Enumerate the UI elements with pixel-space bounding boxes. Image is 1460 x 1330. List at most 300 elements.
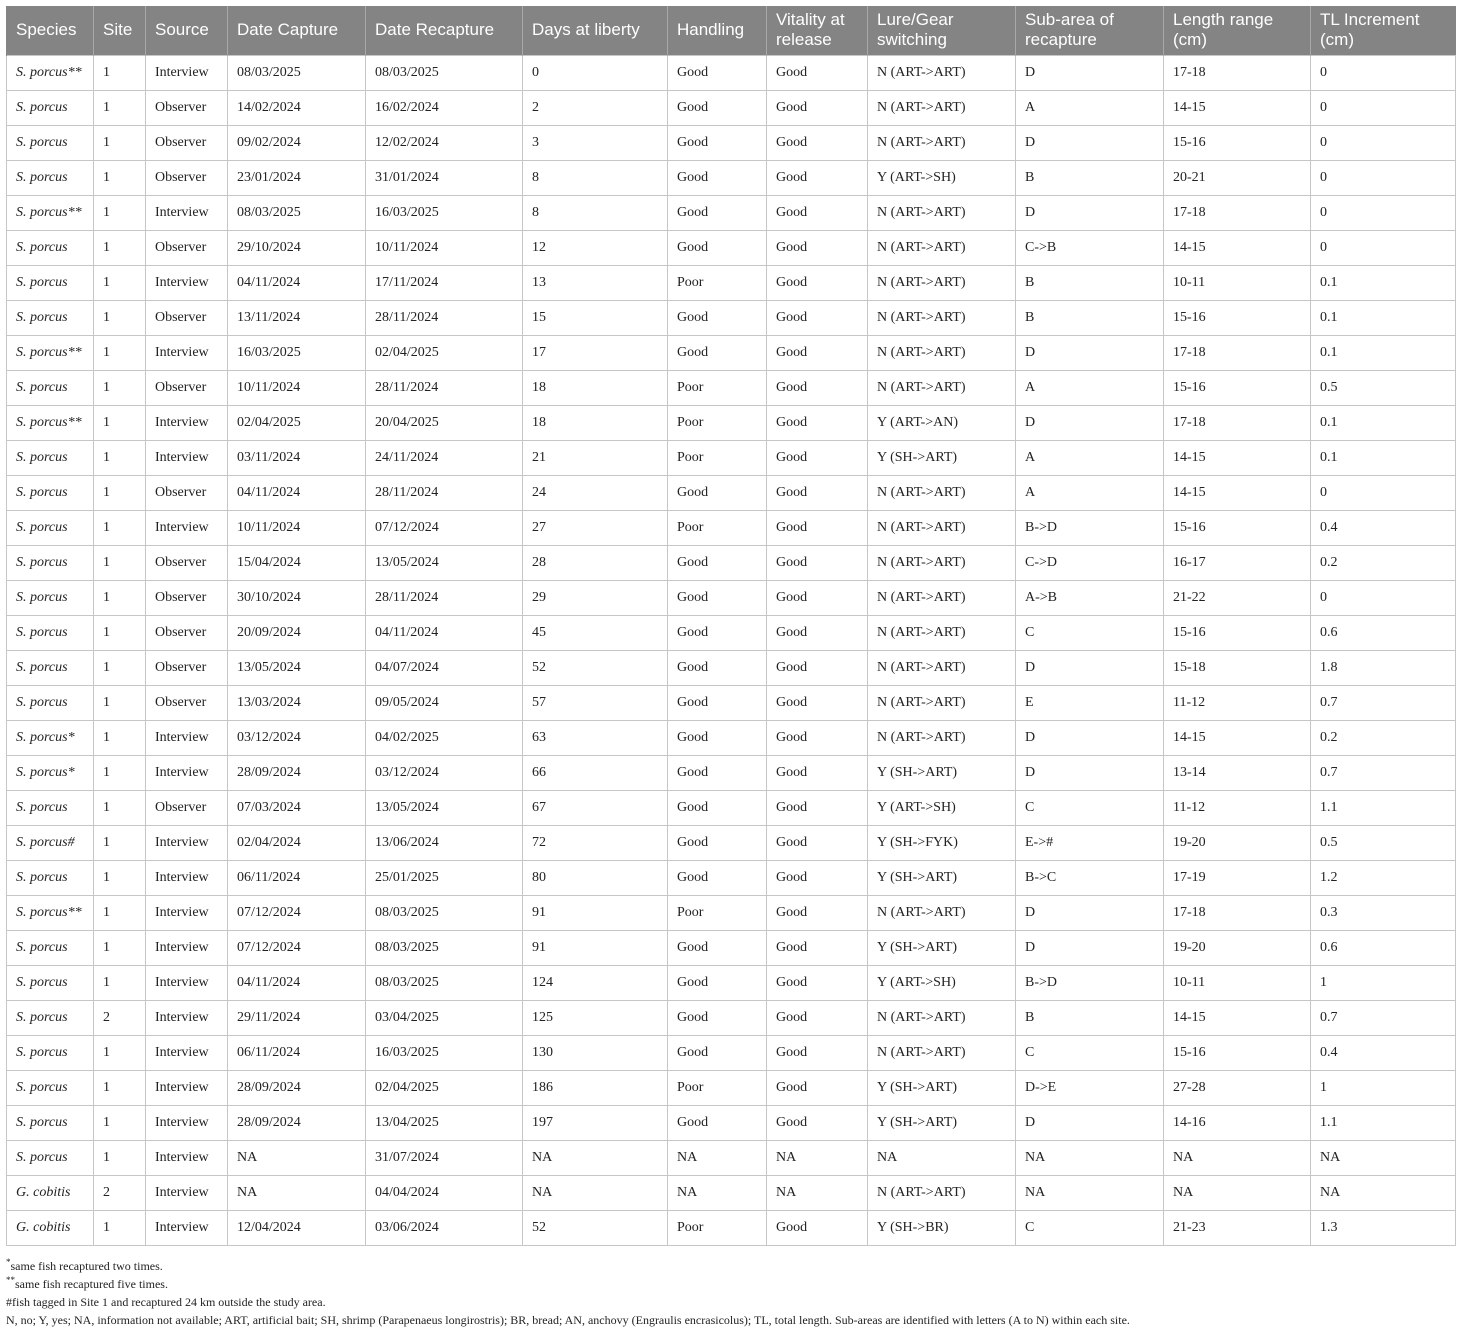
table-cell: Interview bbox=[146, 930, 228, 965]
table-cell: N (ART->ART) bbox=[868, 545, 1016, 580]
table-cell: N (ART->ART) bbox=[868, 650, 1016, 685]
table-cell: 57 bbox=[523, 685, 668, 720]
table-cell: D bbox=[1016, 650, 1164, 685]
table-cell: 09/05/2024 bbox=[366, 685, 523, 720]
table-cell: E bbox=[1016, 685, 1164, 720]
table-cell: B bbox=[1016, 1000, 1164, 1035]
table-cell: Poor bbox=[668, 265, 767, 300]
table-cell: 0 bbox=[1311, 195, 1456, 230]
table-cell: N (ART->ART) bbox=[868, 1000, 1016, 1035]
table-cell: N (ART->ART) bbox=[868, 300, 1016, 335]
table-cell: S. porcus bbox=[7, 125, 94, 160]
table-cell: 1 bbox=[94, 510, 146, 545]
table-cell: 0.1 bbox=[1311, 440, 1456, 475]
table-cell: S. porcus bbox=[7, 1000, 94, 1035]
table-cell: Observer bbox=[146, 615, 228, 650]
table-cell: 17-18 bbox=[1164, 405, 1311, 440]
table-cell: Good bbox=[767, 650, 868, 685]
table-cell: 08/03/2025 bbox=[228, 55, 366, 90]
table-cell: Interview bbox=[146, 265, 228, 300]
table-cell: S. porcus** bbox=[7, 55, 94, 90]
table-cell: 25/01/2025 bbox=[366, 860, 523, 895]
table-cell: 29/11/2024 bbox=[228, 1000, 366, 1035]
table-cell: 1 bbox=[94, 615, 146, 650]
table-cell: 1 bbox=[94, 405, 146, 440]
table-cell: A bbox=[1016, 90, 1164, 125]
table-cell: 1 bbox=[94, 720, 146, 755]
table-cell: Good bbox=[767, 1105, 868, 1140]
table-cell: 29/10/2024 bbox=[228, 230, 366, 265]
table-cell: S. porcus* bbox=[7, 720, 94, 755]
table-cell: N (ART->ART) bbox=[868, 125, 1016, 160]
table-cell: S. porcus** bbox=[7, 895, 94, 930]
table-cell: N (ART->ART) bbox=[868, 90, 1016, 125]
table-cell: 07/12/2024 bbox=[228, 930, 366, 965]
recapture-table-container bbox=[6, 6, 1455, 1246]
table-cell: S. porcus bbox=[7, 90, 94, 125]
table-cell: 0.6 bbox=[1311, 930, 1456, 965]
table-row bbox=[7, 1035, 1456, 1070]
table-cell: 1 bbox=[94, 545, 146, 580]
table-cell: 17-18 bbox=[1164, 895, 1311, 930]
table-cell: 12 bbox=[523, 230, 668, 265]
table-cell: Poor bbox=[668, 1070, 767, 1105]
table-row bbox=[7, 790, 1456, 825]
table-cell: 02/04/2025 bbox=[366, 1070, 523, 1105]
column-header: Species bbox=[7, 6, 94, 55]
table-cell: Good bbox=[767, 1000, 868, 1035]
table-cell: D bbox=[1016, 125, 1164, 160]
table-cell: 1 bbox=[94, 930, 146, 965]
table-cell: 06/11/2024 bbox=[228, 1035, 366, 1070]
column-header: Lure/Gear switching bbox=[868, 6, 1016, 55]
recapture-table bbox=[6, 6, 1456, 1246]
table-cell: 52 bbox=[523, 1210, 668, 1245]
table-row bbox=[7, 230, 1456, 265]
table-cell: 21-22 bbox=[1164, 580, 1311, 615]
table-cell: 80 bbox=[523, 860, 668, 895]
table-cell: 1 bbox=[94, 1140, 146, 1175]
table-cell: 1 bbox=[94, 825, 146, 860]
table-cell: Interview bbox=[146, 1175, 228, 1210]
table-cell: Good bbox=[668, 1105, 767, 1140]
table-cell: S. porcus bbox=[7, 440, 94, 475]
table-cell: Y (SH->ART) bbox=[868, 1105, 1016, 1140]
column-header: Vitality at release bbox=[767, 6, 868, 55]
table-cell: C->B bbox=[1016, 230, 1164, 265]
table-cell: 08/03/2025 bbox=[366, 930, 523, 965]
table-cell: N (ART->ART) bbox=[868, 615, 1016, 650]
table-cell: Good bbox=[767, 580, 868, 615]
table-cell: Good bbox=[668, 160, 767, 195]
table-cell: Good bbox=[767, 895, 868, 930]
table-cell: S. porcus bbox=[7, 650, 94, 685]
table-row bbox=[7, 160, 1456, 195]
table-cell: NA bbox=[1311, 1140, 1456, 1175]
table-cell: 0.1 bbox=[1311, 300, 1456, 335]
table-cell: 03/12/2024 bbox=[366, 755, 523, 790]
table-cell: Observer bbox=[146, 650, 228, 685]
table-cell: 1.1 bbox=[1311, 1105, 1456, 1140]
table-cell: Good bbox=[767, 930, 868, 965]
table-cell: 15-18 bbox=[1164, 650, 1311, 685]
table-cell: 10/11/2024 bbox=[366, 230, 523, 265]
table-cell: 31/01/2024 bbox=[366, 160, 523, 195]
table-cell: 13/05/2024 bbox=[366, 545, 523, 580]
table-cell: Observer bbox=[146, 545, 228, 580]
table-cell: 18 bbox=[523, 405, 668, 440]
table-cell: Interview bbox=[146, 195, 228, 230]
table-cell: 1 bbox=[94, 1035, 146, 1070]
table-cell: 1 bbox=[94, 580, 146, 615]
table-cell: 1 bbox=[94, 265, 146, 300]
table-cell: 63 bbox=[523, 720, 668, 755]
table-cell: 04/11/2024 bbox=[228, 475, 366, 510]
table-cell: NA bbox=[228, 1140, 366, 1175]
table-cell: 130 bbox=[523, 1035, 668, 1070]
table-cell: 0 bbox=[1311, 230, 1456, 265]
table-cell: Observer bbox=[146, 685, 228, 720]
table-footnotes bbox=[6, 1257, 1455, 1329]
table-cell: Interview bbox=[146, 440, 228, 475]
table-cell: NA bbox=[1164, 1175, 1311, 1210]
table-cell: Observer bbox=[146, 580, 228, 615]
table-cell: S. porcus# bbox=[7, 825, 94, 860]
table-cell: D bbox=[1016, 755, 1164, 790]
table-cell: B bbox=[1016, 265, 1164, 300]
table-row bbox=[7, 440, 1456, 475]
table-cell: N (ART->ART) bbox=[868, 1175, 1016, 1210]
table-cell: Good bbox=[668, 125, 767, 160]
table-cell: Poor bbox=[668, 895, 767, 930]
table-cell: Good bbox=[668, 195, 767, 230]
table-cell: Good bbox=[767, 1035, 868, 1070]
table-cell: Good bbox=[767, 195, 868, 230]
table-cell: Interview bbox=[146, 825, 228, 860]
table-cell: B->D bbox=[1016, 965, 1164, 1000]
table-cell: Observer bbox=[146, 90, 228, 125]
table-row bbox=[7, 860, 1456, 895]
table-cell: Good bbox=[767, 510, 868, 545]
table-cell: D bbox=[1016, 405, 1164, 440]
table-cell: Good bbox=[767, 125, 868, 160]
table-cell: 08/03/2025 bbox=[366, 965, 523, 1000]
table-cell: 27-28 bbox=[1164, 1070, 1311, 1105]
table-cell: 15-16 bbox=[1164, 370, 1311, 405]
table-cell: 13/11/2024 bbox=[228, 300, 366, 335]
table-cell: A bbox=[1016, 475, 1164, 510]
table-row bbox=[7, 1070, 1456, 1105]
table-cell: 08/03/2025 bbox=[228, 195, 366, 230]
table-cell: Good bbox=[668, 580, 767, 615]
column-header: Days at liberty bbox=[523, 6, 668, 55]
table-cell: 13 bbox=[523, 265, 668, 300]
column-header: Length range (cm) bbox=[1164, 6, 1311, 55]
table-cell: 13-14 bbox=[1164, 755, 1311, 790]
table-cell: 52 bbox=[523, 650, 668, 685]
table-cell: Y (SH->BR) bbox=[868, 1210, 1016, 1245]
header-row bbox=[7, 6, 1456, 55]
table-cell: Good bbox=[767, 860, 868, 895]
table-cell: Interview bbox=[146, 720, 228, 755]
table-cell: C bbox=[1016, 790, 1164, 825]
table-cell: 1 bbox=[94, 475, 146, 510]
table-cell: NA bbox=[1016, 1175, 1164, 1210]
table-cell: D bbox=[1016, 720, 1164, 755]
table-cell: 29 bbox=[523, 580, 668, 615]
table-row bbox=[7, 545, 1456, 580]
table-row bbox=[7, 370, 1456, 405]
table-cell: 3 bbox=[523, 125, 668, 160]
table-cell: N (ART->ART) bbox=[868, 720, 1016, 755]
table-cell: 17-18 bbox=[1164, 335, 1311, 370]
table-cell: 28/11/2024 bbox=[366, 580, 523, 615]
table-cell: C bbox=[1016, 1210, 1164, 1245]
table-cell: Y (ART->SH) bbox=[868, 965, 1016, 1000]
table-cell: A bbox=[1016, 370, 1164, 405]
table-cell: 14-15 bbox=[1164, 230, 1311, 265]
table-cell: Good bbox=[668, 755, 767, 790]
table-cell: 66 bbox=[523, 755, 668, 790]
table-cell: 15-16 bbox=[1164, 1035, 1311, 1070]
table-cell: 91 bbox=[523, 930, 668, 965]
footnote-double bbox=[6, 1275, 1455, 1293]
table-cell: 0.4 bbox=[1311, 510, 1456, 545]
column-header: Source bbox=[146, 6, 228, 55]
table-cell: D bbox=[1016, 335, 1164, 370]
table-cell: S. porcus bbox=[7, 300, 94, 335]
footnote-text: same fish recaptured two times. bbox=[10, 1259, 163, 1273]
footnote-hash: #fish tagged in Site 1 and recaptured 24 km outside the study area. bbox=[6, 1295, 326, 1309]
table-cell: 28/09/2024 bbox=[228, 1105, 366, 1140]
table-cell: 16/03/2025 bbox=[228, 335, 366, 370]
table-cell: 14/02/2024 bbox=[228, 90, 366, 125]
table-cell: 14-16 bbox=[1164, 1105, 1311, 1140]
table-cell: 28/09/2024 bbox=[228, 1070, 366, 1105]
table-cell: Y (ART->AN) bbox=[868, 405, 1016, 440]
table-cell: Good bbox=[668, 55, 767, 90]
table-cell: C bbox=[1016, 615, 1164, 650]
table-cell: Interview bbox=[146, 965, 228, 1000]
table-cell: 125 bbox=[523, 1000, 668, 1035]
table-cell: D bbox=[1016, 1105, 1164, 1140]
table-cell: Observer bbox=[146, 230, 228, 265]
table-cell: 23/01/2024 bbox=[228, 160, 366, 195]
table-cell: Interview bbox=[146, 1070, 228, 1105]
table-cell: 8 bbox=[523, 195, 668, 230]
table-cell: 72 bbox=[523, 825, 668, 860]
column-header: TL Increment (cm) bbox=[1311, 6, 1456, 55]
table-cell: 12/04/2024 bbox=[228, 1210, 366, 1245]
table-cell: 12/02/2024 bbox=[366, 125, 523, 160]
table-cell: Observer bbox=[146, 370, 228, 405]
table-cell: 21 bbox=[523, 440, 668, 475]
table-cell: 1 bbox=[1311, 1070, 1456, 1105]
table-cell: 1.3 bbox=[1311, 1210, 1456, 1245]
table-cell: 0.7 bbox=[1311, 685, 1456, 720]
table-cell: S. porcus bbox=[7, 230, 94, 265]
table-cell: B->C bbox=[1016, 860, 1164, 895]
table-cell: S. porcus bbox=[7, 930, 94, 965]
table-cell: Good bbox=[767, 790, 868, 825]
table-cell: 21-23 bbox=[1164, 1210, 1311, 1245]
table-cell: NA bbox=[868, 1140, 1016, 1175]
table-cell: Good bbox=[767, 90, 868, 125]
column-header: Date Recapture bbox=[366, 6, 523, 55]
table-cell: 0 bbox=[1311, 90, 1456, 125]
table-cell: 11-12 bbox=[1164, 685, 1311, 720]
table-cell: 20-21 bbox=[1164, 160, 1311, 195]
footnote-mark: ** bbox=[6, 1275, 15, 1285]
table-cell: Interview bbox=[146, 1105, 228, 1140]
column-header: Sub-area of recapture bbox=[1016, 6, 1164, 55]
table-cell: 24/11/2024 bbox=[366, 440, 523, 475]
table-cell: Good bbox=[668, 230, 767, 265]
table-cell: B bbox=[1016, 160, 1164, 195]
table-cell: B->D bbox=[1016, 510, 1164, 545]
table-cell: Interview bbox=[146, 335, 228, 370]
table-cell: G. cobitis bbox=[7, 1175, 94, 1210]
table-cell: 03/04/2025 bbox=[366, 1000, 523, 1035]
table-cell: Interview bbox=[146, 895, 228, 930]
table-cell: 28/11/2024 bbox=[366, 475, 523, 510]
table-cell: Good bbox=[668, 930, 767, 965]
table-cell: 124 bbox=[523, 965, 668, 1000]
table-row bbox=[7, 55, 1456, 90]
table-cell: 16/03/2025 bbox=[366, 195, 523, 230]
table-cell: 186 bbox=[523, 1070, 668, 1105]
table-cell: 17-19 bbox=[1164, 860, 1311, 895]
table-cell: N (ART->ART) bbox=[868, 370, 1016, 405]
table-cell: Observer bbox=[146, 300, 228, 335]
table-cell: NA bbox=[1016, 1140, 1164, 1175]
table-row bbox=[7, 510, 1456, 545]
table-cell: S. porcus** bbox=[7, 195, 94, 230]
table-cell: D->E bbox=[1016, 1070, 1164, 1105]
table-row bbox=[7, 335, 1456, 370]
table-cell: 91 bbox=[523, 895, 668, 930]
table-cell: 28/09/2024 bbox=[228, 755, 366, 790]
table-cell: S. porcus bbox=[7, 580, 94, 615]
table-cell: S. porcus bbox=[7, 790, 94, 825]
table-cell: N (ART->ART) bbox=[868, 335, 1016, 370]
footnote-mark: * bbox=[6, 1257, 11, 1267]
column-header: Date Capture bbox=[228, 6, 366, 55]
table-cell: N (ART->ART) bbox=[868, 475, 1016, 510]
table-cell: 2 bbox=[94, 1175, 146, 1210]
column-header: Handling bbox=[668, 6, 767, 55]
table-cell: 07/12/2024 bbox=[228, 895, 366, 930]
table-cell: 15 bbox=[523, 300, 668, 335]
table-cell: 0.7 bbox=[1311, 755, 1456, 790]
table-cell: 04/02/2025 bbox=[366, 720, 523, 755]
table-cell: N (ART->ART) bbox=[868, 195, 1016, 230]
table-cell: Good bbox=[767, 160, 868, 195]
table-cell: Good bbox=[668, 335, 767, 370]
table-cell: 45 bbox=[523, 615, 668, 650]
table-cell: S. porcus** bbox=[7, 335, 94, 370]
table-cell: 1.2 bbox=[1311, 860, 1456, 895]
table-cell: 06/11/2024 bbox=[228, 860, 366, 895]
table-cell: 16/02/2024 bbox=[366, 90, 523, 125]
table-cell: 1 bbox=[94, 195, 146, 230]
table-cell: 2 bbox=[94, 1000, 146, 1035]
table-cell: 0.1 bbox=[1311, 265, 1456, 300]
table-cell: 28/11/2024 bbox=[366, 370, 523, 405]
table-row bbox=[7, 720, 1456, 755]
table-cell: 0 bbox=[1311, 55, 1456, 90]
table-cell: S. porcus bbox=[7, 1140, 94, 1175]
table-row bbox=[7, 1000, 1456, 1035]
table-cell: E-># bbox=[1016, 825, 1164, 860]
table-cell: 1 bbox=[94, 1105, 146, 1140]
table-cell: 2 bbox=[523, 90, 668, 125]
table-cell: B bbox=[1016, 300, 1164, 335]
table-cell: Y (SH->FYK) bbox=[868, 825, 1016, 860]
table-cell: 1 bbox=[94, 650, 146, 685]
table-cell: S. porcus* bbox=[7, 755, 94, 790]
table-cell: Good bbox=[767, 755, 868, 790]
table-cell: Interview bbox=[146, 1000, 228, 1035]
table-cell: Good bbox=[668, 965, 767, 1000]
table-cell: Good bbox=[767, 720, 868, 755]
table-cell: 07/12/2024 bbox=[366, 510, 523, 545]
table-cell: D bbox=[1016, 195, 1164, 230]
table-cell: 03/12/2024 bbox=[228, 720, 366, 755]
table-cell: D bbox=[1016, 930, 1164, 965]
table-row bbox=[7, 405, 1456, 440]
table-cell: Good bbox=[767, 300, 868, 335]
table-cell: S. porcus bbox=[7, 965, 94, 1000]
table-cell: Good bbox=[668, 1000, 767, 1035]
table-cell: S. porcus bbox=[7, 510, 94, 545]
table-cell: 0 bbox=[1311, 125, 1456, 160]
table-cell: Good bbox=[767, 440, 868, 475]
table-cell: A bbox=[1016, 440, 1164, 475]
table-cell: 04/04/2024 bbox=[366, 1175, 523, 1210]
table-row bbox=[7, 755, 1456, 790]
table-cell: 20/09/2024 bbox=[228, 615, 366, 650]
table-cell: Y (SH->ART) bbox=[868, 860, 1016, 895]
table-cell: NA bbox=[767, 1140, 868, 1175]
table-cell: 19-20 bbox=[1164, 825, 1311, 860]
table-cell: Poor bbox=[668, 370, 767, 405]
table-cell: 10/11/2024 bbox=[228, 510, 366, 545]
table-cell: Good bbox=[668, 720, 767, 755]
table-cell: 1 bbox=[94, 895, 146, 930]
table-cell: S. porcus bbox=[7, 545, 94, 580]
table-row bbox=[7, 125, 1456, 160]
table-cell: A->B bbox=[1016, 580, 1164, 615]
table-cell: 09/02/2024 bbox=[228, 125, 366, 160]
table-cell: NA bbox=[523, 1175, 668, 1210]
table-cell: G. cobitis bbox=[7, 1210, 94, 1245]
table-cell: 0.1 bbox=[1311, 335, 1456, 370]
table-cell: 8 bbox=[523, 160, 668, 195]
table-cell: Interview bbox=[146, 55, 228, 90]
table-cell: 31/07/2024 bbox=[366, 1140, 523, 1175]
table-cell: S. porcus bbox=[7, 475, 94, 510]
table-cell: Good bbox=[668, 545, 767, 580]
table-cell: 10-11 bbox=[1164, 965, 1311, 1000]
table-cell: Good bbox=[767, 265, 868, 300]
table-cell: Observer bbox=[146, 125, 228, 160]
table-cell: S. porcus bbox=[7, 370, 94, 405]
table-cell: 17 bbox=[523, 335, 668, 370]
table-cell: Y (SH->ART) bbox=[868, 930, 1016, 965]
table-cell: 20/04/2025 bbox=[366, 405, 523, 440]
table-cell: N (ART->ART) bbox=[868, 230, 1016, 265]
